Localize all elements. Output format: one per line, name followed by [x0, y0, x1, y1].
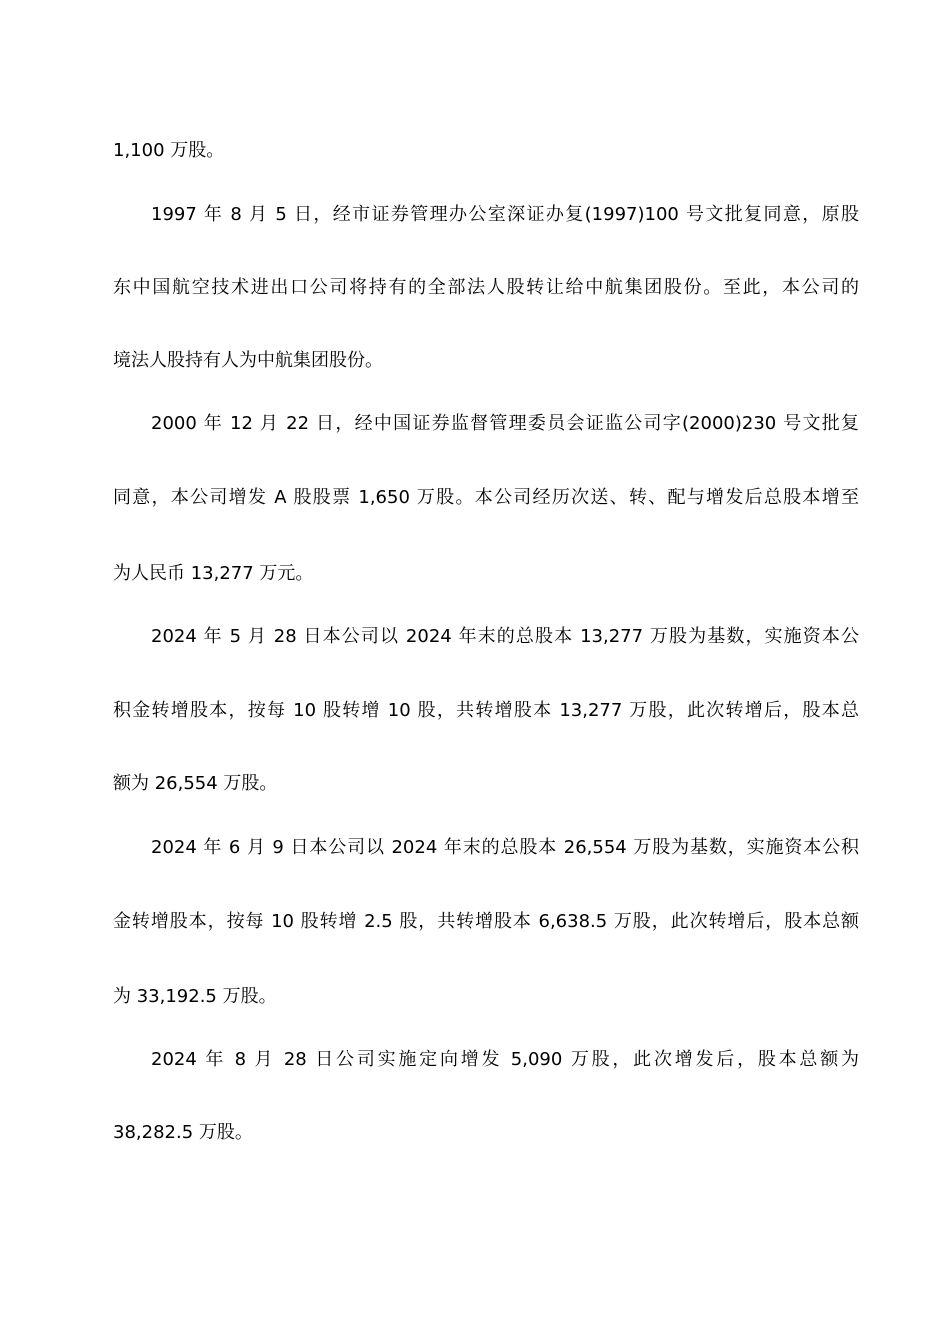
paragraph-first-line: 2024 年 6 月 9 日本公司以 2024 年末的总股本 26,554 万股为基数，实施资本公积 [151, 837, 859, 858]
paragraph-first-line: 2000 年 12 月 22 日，经中国证券监督管理委员会证监公司字(2000)230 号文批复 [151, 413, 859, 434]
text-line: 同意，本公司增发 A 股股票 1,650 万股。本公司经历次送、转、配与增发后总股本增至 [113, 487, 859, 508]
paragraph-first-line: 2024 年 5 月 28 日本公司以 2024 年末的总股本 13,277 万股为基数，实施资本公 [151, 626, 859, 647]
text-line: 东中国航空技术进出口公司将持有的全部法人股转让给中航集团股份。至此，本公司的 [113, 277, 859, 298]
text-line: 境法人股持有人为中航集团股份。 [113, 350, 383, 371]
text-line: 38,282.5 万股。 [113, 1122, 253, 1143]
text-line: 为人民币 13,277 万元。 [113, 563, 314, 584]
text-line: 积金转增股本，按每 10 股转增 10 股，共转增股本 13,277 万股，此次转增后，股本总 [113, 700, 859, 721]
paragraph-first-line: 1997 年 8 月 5 日，经市证券管理办公室深证办复(1997)100 号文批复同意，原股 [151, 204, 859, 225]
text-line: 1,100 万股。 [113, 140, 225, 161]
text-line: 金转增股本，按每 10 股转增 2.5 股，共转增股本 6,638.5 万股，此次转增后，股本总额 [113, 911, 859, 932]
text-line: 为 33,192.5 万股。 [113, 986, 277, 1007]
paragraph-first-line: 2024 年 8 月 28 日公司实施定向增发 5,090 万股，此次增发后，股本总额为 [151, 1049, 859, 1070]
text-line: 额为 26,554 万股。 [113, 773, 278, 794]
